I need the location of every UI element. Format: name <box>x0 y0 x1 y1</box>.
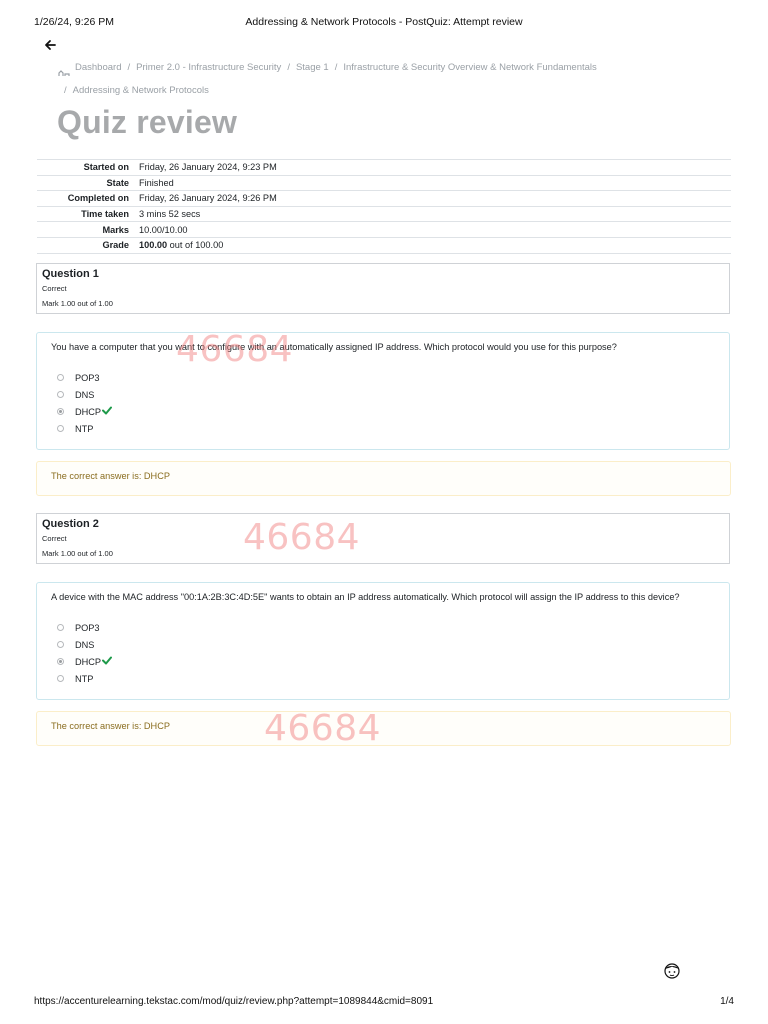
table-row <box>37 206 731 222</box>
grade-value: 100.00 <box>139 240 168 251</box>
table-row <box>37 175 731 191</box>
answer-label: POP3 <box>75 373 100 383</box>
check-icon <box>102 406 112 415</box>
answer-label: DHCP <box>75 407 102 417</box>
breadcrumb-item-quiz[interactable]: Addressing & Network Protocols <box>72 85 209 96</box>
question-number: Question 2 <box>42 518 99 530</box>
table-row <box>37 191 731 207</box>
answer-label: DHCP <box>75 657 102 667</box>
breadcrumb-separator: / <box>127 62 131 73</box>
summary-value: 3 mins 52 secs <box>135 206 731 222</box>
summary-label: Marks <box>37 222 135 238</box>
radio-button-selected[interactable] <box>57 658 64 665</box>
watermark: 46684 <box>243 517 361 558</box>
page-url: https://accenturelearning.tekstac.com/mod/quiz/review.php?attempt=1089844&cmid=8091 <box>34 996 434 1007</box>
breadcrumb <box>58 56 678 102</box>
arrow-left-icon[interactable] <box>44 38 60 54</box>
answer-option[interactable] <box>57 622 100 634</box>
answer-label: DNS <box>75 390 95 400</box>
question-number: Question 1 <box>42 268 99 280</box>
question-content <box>36 332 730 450</box>
breadcrumb-item-stage[interactable]: Stage 1 <box>295 62 329 73</box>
question-state: Correct <box>42 284 67 293</box>
print-datetime: 1/26/24, 9:26 PM <box>34 16 114 28</box>
print-header <box>34 16 734 30</box>
summary-label: Completed on <box>37 191 135 207</box>
radio-button[interactable] <box>57 675 64 682</box>
question-text: A device with the MAC address "00:1A:2B:3C:4D:5E" wants to obtain an IP address automatically. Which protocol will assign the IP address to this device? <box>51 592 680 602</box>
radio-button[interactable] <box>57 425 64 432</box>
question-text: You have a computer that you want to configure with an automatically assigned IP address. Which protocol would you use for this purpose? <box>51 342 617 352</box>
question-state: Correct <box>42 534 67 543</box>
table-row <box>37 237 731 253</box>
radio-button[interactable] <box>57 391 64 398</box>
question-info <box>36 513 730 564</box>
radio-button[interactable] <box>57 624 64 631</box>
breadcrumb-separator: / <box>287 62 290 73</box>
breadcrumb-separator: / <box>64 85 67 96</box>
radio-button[interactable] <box>57 374 64 381</box>
summary-value: 10.00/10.00 <box>135 222 731 238</box>
answer-option-selected[interactable] <box>57 656 112 668</box>
summary-value: Friday, 26 January 2024, 9:23 PM <box>135 160 731 176</box>
correct-answer-text: The correct answer is: DHCP <box>51 721 170 731</box>
answer-option[interactable] <box>57 423 93 435</box>
table-row <box>37 222 731 238</box>
attempt-summary-table <box>37 159 731 254</box>
watermark: 46684 <box>176 329 294 370</box>
question-content <box>36 582 730 700</box>
table-row <box>37 160 731 176</box>
watermark: 46684 <box>264 708 382 749</box>
page-title: Quiz review <box>57 104 238 140</box>
summary-label: Started on <box>37 160 135 176</box>
answer-feedback <box>36 461 731 496</box>
answer-feedback <box>36 711 731 746</box>
summary-label: State <box>37 175 135 191</box>
question-mark: Mark 1.00 out of 1.00 <box>42 549 113 558</box>
answer-label: POP3 <box>75 623 100 633</box>
breadcrumb-separator: / <box>334 62 338 73</box>
avatar-icon[interactable] <box>662 962 682 980</box>
answer-label: NTP <box>75 674 94 684</box>
summary-label: Time taken <box>37 206 135 222</box>
print-page-title: Addressing & Network Protocols - PostQuiz: Attempt review <box>245 16 523 28</box>
summary-label: Grade <box>37 237 135 253</box>
answer-option[interactable] <box>57 372 100 384</box>
question-mark: Mark 1.00 out of 1.00 <box>42 299 113 308</box>
answer-label: DNS <box>75 640 95 650</box>
answer-label: NTP <box>75 424 94 434</box>
correct-answer-text: The correct answer is: DHCP <box>51 471 170 481</box>
breadcrumb-item-dashboard[interactable]: Dashboard <box>75 62 122 73</box>
breadcrumb-item-course[interactable]: Primer 2.0 - Infrastructure Security <box>136 62 282 73</box>
home-icon <box>58 63 70 71</box>
radio-button-selected[interactable] <box>57 408 64 415</box>
answer-option[interactable] <box>57 673 93 685</box>
radio-button[interactable] <box>57 641 64 648</box>
breadcrumb-item-section[interactable]: Infrastructure & Security Overview & Network Fundamentals <box>343 62 597 73</box>
page-number: 1/4 <box>720 996 734 1007</box>
print-footer <box>34 996 734 1010</box>
summary-value <box>135 237 731 253</box>
answer-option[interactable] <box>57 389 94 401</box>
answer-option-selected[interactable] <box>57 406 112 418</box>
grade-total: out of 100.00 <box>167 240 224 251</box>
answer-option[interactable] <box>57 639 94 651</box>
check-icon <box>102 656 112 665</box>
summary-value: Friday, 26 January 2024, 9:26 PM <box>135 191 731 207</box>
summary-value: Finished <box>135 175 731 191</box>
question-info <box>36 263 730 314</box>
